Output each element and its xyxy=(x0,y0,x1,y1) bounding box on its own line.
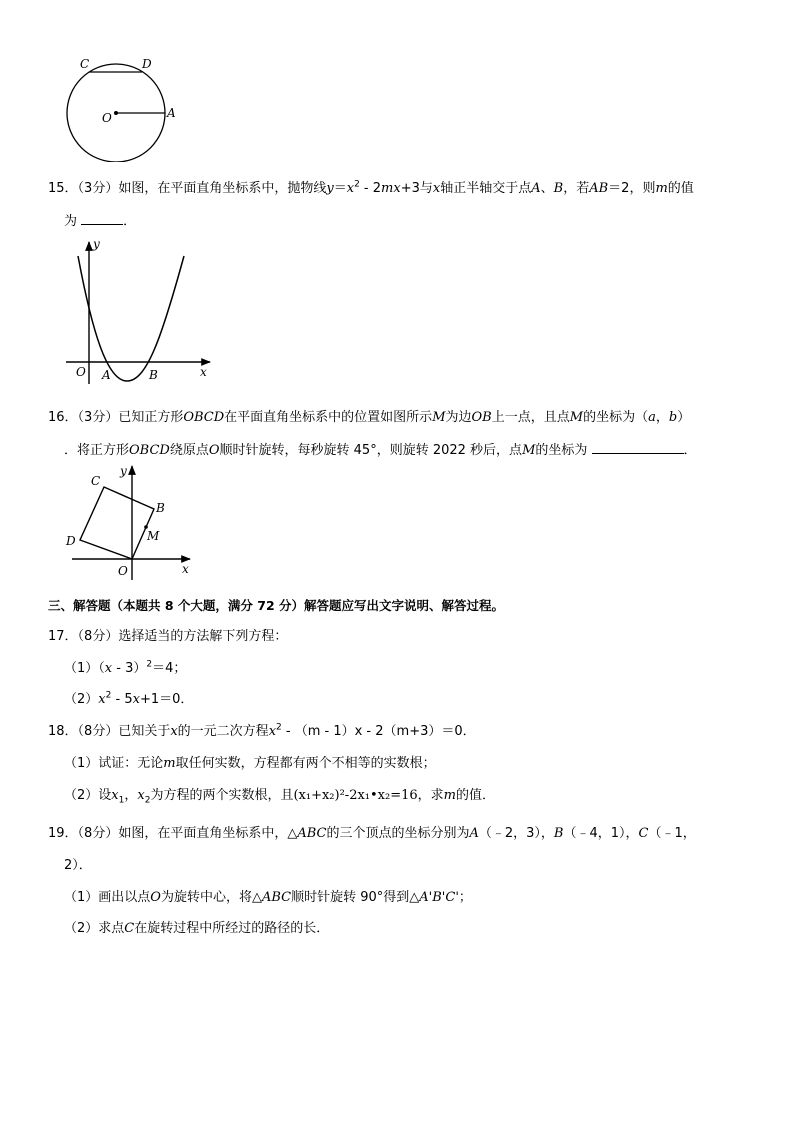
text: 为方程的两个实数根，且 xyxy=(150,788,294,803)
text: - （m - 1）x - 2（m+3）＝0． xyxy=(281,724,476,739)
var-x: x xyxy=(268,724,277,739)
text: ． xyxy=(123,214,137,229)
center-point xyxy=(114,111,118,115)
question-19-part-1 xyxy=(64,889,472,907)
text: 如图，在平面直角坐标系中，抛物线 xyxy=(118,181,327,196)
var-x: x xyxy=(432,181,441,196)
point-a: A xyxy=(469,826,479,841)
var-m: m xyxy=(655,181,668,196)
text: 的一元二次方程 xyxy=(177,724,269,739)
text: 的三个顶点的坐标分别为 xyxy=(326,826,470,841)
question-17-head: 17．（8分）选择适当的方法解下列方程： xyxy=(48,629,288,644)
parabola-figure xyxy=(62,236,222,386)
text: +3与 xyxy=(400,181,433,196)
label-y: y xyxy=(120,464,127,478)
question-18-head xyxy=(48,723,476,741)
point-b: B xyxy=(553,181,564,196)
label-x: x xyxy=(182,562,189,576)
point-c: C xyxy=(638,826,649,841)
var-x: x xyxy=(393,181,401,196)
text: ； xyxy=(458,890,472,905)
label-d: D xyxy=(66,534,76,548)
text: 轴正半轴交于点 xyxy=(440,181,532,196)
var-m: m xyxy=(381,181,394,196)
text: 上一点，且点 xyxy=(491,410,570,425)
score: （3分） xyxy=(77,181,119,196)
text: 绕原点 xyxy=(169,443,209,458)
square-name: OBCD xyxy=(183,410,225,425)
question-19-line-1 xyxy=(48,825,696,843)
text: 已知正方形 xyxy=(118,410,184,425)
text: （2）设 xyxy=(64,788,112,803)
var-x: x xyxy=(346,181,355,196)
text: 为 xyxy=(64,214,78,229)
text: ＝4； xyxy=(152,661,187,676)
exponent: 2 xyxy=(276,722,282,733)
label-d: D xyxy=(142,57,152,71)
text: （﹣4，1）， xyxy=(563,826,639,841)
var-x: x xyxy=(104,661,113,676)
var-a: a xyxy=(648,410,656,425)
label-o: O xyxy=(102,111,112,125)
triangle-name: ABC xyxy=(261,890,292,905)
circle-figure xyxy=(60,52,190,162)
text: 在平面直角坐标系中的位置如图所示 xyxy=(224,410,433,425)
point-m: M xyxy=(432,410,446,425)
text: ） xyxy=(677,410,691,425)
question-15-line-1 xyxy=(48,180,694,198)
question-16-line-2 xyxy=(64,441,697,460)
square-obcd xyxy=(80,487,154,559)
label-c: C xyxy=(80,57,90,71)
label-c: C xyxy=(91,474,101,488)
square-figure xyxy=(62,462,202,582)
question-17-part-1 xyxy=(64,660,186,678)
label-b: B xyxy=(156,501,165,515)
text: 顺时针旋转，每秒旋转 45°，则旋转 2022 秒后，点 xyxy=(219,443,523,458)
label-o: O xyxy=(76,365,86,379)
var-x2: x xyxy=(137,788,145,803)
question-19-line-2: 2）． xyxy=(64,858,92,873)
text: （1）试证：无论 xyxy=(64,756,164,771)
var-b: b xyxy=(668,410,678,425)
text: （﹣1， xyxy=(648,826,696,841)
segment-ob: OB xyxy=(471,410,492,425)
text: 的值 xyxy=(667,181,694,196)
question-16-line-1 xyxy=(48,409,690,427)
text: 为边 xyxy=(445,410,472,425)
var-m: m xyxy=(443,788,456,803)
text: ，求 xyxy=(417,788,444,803)
label-a: A xyxy=(102,368,111,382)
question-18-part-2 xyxy=(64,787,495,805)
text: 的坐标为 xyxy=(535,443,588,458)
text: +1＝0． xyxy=(139,692,194,707)
var-x1: x xyxy=(111,788,119,803)
text: ． xyxy=(683,443,697,458)
label-x: x xyxy=(200,365,207,379)
question-17-part-2 xyxy=(64,691,193,709)
point-b: B xyxy=(553,826,564,841)
text: 的值． xyxy=(456,788,496,803)
subscript: 2 xyxy=(144,795,151,806)
label-m: M xyxy=(147,529,160,543)
text: ．将正方形 xyxy=(64,443,130,458)
text: - 5 xyxy=(111,692,133,707)
text: - 3） xyxy=(112,661,147,676)
text: （1）画出以点 xyxy=(64,890,151,905)
triangle-name-rotated: A'B'C' xyxy=(419,890,459,905)
section-heading: 三、解答题（本题共 8 个大题，满分 72 分）解答题应写出文字说明、解答过程。 xyxy=(48,598,505,613)
question-number: 16． xyxy=(48,410,78,425)
text: 的坐标为（ xyxy=(583,410,649,425)
answer-blank[interactable] xyxy=(592,441,684,454)
answer-blank[interactable] xyxy=(81,212,123,225)
var-m: m xyxy=(163,756,176,771)
score: （3分） xyxy=(77,410,119,425)
label-o: O xyxy=(118,564,128,578)
question-19-part-2 xyxy=(64,920,329,938)
formula: (x₁+x₂)²-2x₁•x₂=16 xyxy=(293,788,418,803)
text: （﹣2，3）， xyxy=(478,826,554,841)
text: ， xyxy=(124,788,138,803)
var-x: x xyxy=(98,692,106,707)
point-a: A xyxy=(531,181,541,196)
subscript: 1 xyxy=(118,795,125,806)
question-18-part-1 xyxy=(64,755,436,773)
label-b: B xyxy=(149,368,158,382)
exponent: 2 xyxy=(105,690,112,701)
exponent: 2 xyxy=(354,179,360,190)
text: 19．（8分）如图，在平面直角坐标系中，△ xyxy=(48,826,298,841)
var-x: x xyxy=(170,724,178,739)
text: （1）（ xyxy=(64,661,105,676)
text: ， xyxy=(655,410,669,425)
text: ，若 xyxy=(563,181,590,196)
question-15-line-2 xyxy=(64,212,136,231)
square-name: OBCD xyxy=(129,443,170,458)
text: 、 xyxy=(540,181,554,196)
text: 为旋转中心，将△ xyxy=(160,890,262,905)
var-x: x xyxy=(132,692,140,707)
text: （2）求点 xyxy=(64,921,125,936)
text: - 2 xyxy=(359,181,382,196)
exponent: 2 xyxy=(146,659,153,670)
triangle-name: ABC xyxy=(297,826,327,841)
text: ＝ xyxy=(333,181,347,196)
label-y: y xyxy=(93,237,100,251)
text: 顺时针旋转 90°得到△ xyxy=(291,890,420,905)
label-a: A xyxy=(167,106,176,120)
segment-ab: AB xyxy=(589,181,609,196)
text: （2） xyxy=(64,692,99,707)
text: ＝2，则 xyxy=(608,181,656,196)
var-y: y xyxy=(326,181,334,196)
point-m: M xyxy=(522,443,536,458)
text: 18．（8分）已知关于 xyxy=(48,724,171,739)
text: 取任何实数，方程都有两个不相等的实数根； xyxy=(175,756,436,771)
text: 在旋转过程中所经过的路径的长． xyxy=(134,921,330,936)
point-o: O xyxy=(150,890,161,905)
point-c: C xyxy=(124,921,135,936)
point-o: O xyxy=(208,443,220,458)
point-m: M xyxy=(569,410,584,425)
question-number: 15． xyxy=(48,181,78,196)
